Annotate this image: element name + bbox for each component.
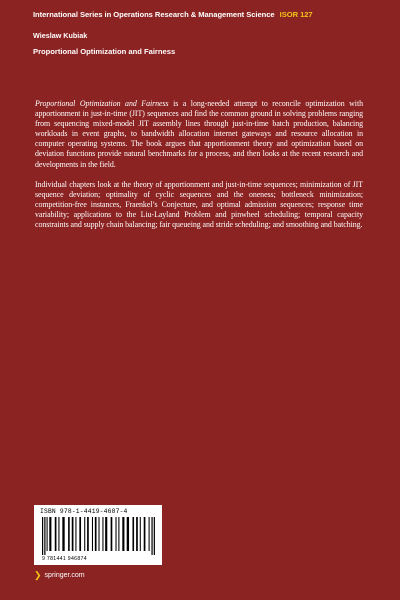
barcode-bar — [42, 517, 43, 555]
barcode-bar — [92, 517, 93, 551]
barcode-bar — [151, 517, 152, 555]
description-text-1: is a long-needed attempt to reconcile optimization with apportionment in just-in-time (JIT) sequences and find the common ground in solving problems ranging from sequencing mixed-model JIT assembly lines through just-in-time batch production, balancing workloads in event graphs, to bandwidth allocation internet gateways and resource allocation in computer operating systems. The book argues that apportionment theory and optimization based on deviation functions provide natural benchmarks for a process, and then looks at the recent research and developments in the field. — [35, 99, 363, 169]
publisher-link[interactable] — [34, 572, 85, 579]
barcode-bar — [149, 517, 150, 551]
barcode-bar — [98, 517, 99, 551]
series-number: ISOR 127 — [279, 10, 313, 19]
description — [35, 99, 363, 240]
barcode-bar — [154, 517, 155, 555]
barcode-bar — [144, 517, 146, 551]
barcode-image — [42, 517, 156, 555]
barcode-bar — [118, 517, 119, 551]
barcode-bar — [79, 517, 81, 551]
series-name: International Series in Operations Research & Management Science — [33, 10, 275, 19]
barcode-bar — [132, 517, 134, 551]
book-title: Proportional Optimization and Fairness — [33, 47, 176, 56]
description-paragraph-1 — [35, 99, 363, 170]
barcode-bar — [87, 517, 89, 551]
barcode-bar — [84, 517, 85, 551]
barcode-bar — [122, 517, 124, 551]
barcode-bar — [102, 517, 103, 551]
barcode-bar — [72, 517, 74, 551]
barcode-bar — [111, 517, 113, 551]
publisher-site: springer.com — [44, 572, 85, 579]
description-paragraph-2: Individual chapters look at the theory of apportionment and just-in-time sequences; minimization of JIT sequence deviation; optimality of cyclic sequences and the oneness; bottleneck minimization; competition-free instances, Fraenkel’s Conjecture, and optimal admission sequences; response time variability; applications to the Liu-Layland Problem and pinwheel scheduling; temporal capacity constraints and supply chain balancing; fair queueing and stride scheduling; and smoothing and batching. — [35, 179, 363, 230]
barcode-bar — [75, 517, 76, 551]
barcode-number: 9 781441 946874 — [42, 556, 87, 562]
barcode-bar — [55, 517, 57, 551]
chevron-right-icon: ❯ — [34, 570, 42, 580]
barcode-bar — [68, 517, 70, 551]
barcode-box — [34, 505, 162, 565]
author-name: Wieslaw Kubiak — [33, 31, 88, 40]
barcode-bar — [58, 517, 59, 551]
barcode-bar — [140, 517, 141, 551]
barcode-bar — [105, 517, 107, 551]
barcode-bar — [115, 517, 116, 551]
barcode-bar — [62, 517, 64, 551]
barcode-bar — [47, 517, 48, 551]
isbn-text: ISBN 978-1-4419-4687-4 — [40, 508, 128, 515]
barcode-bar — [44, 517, 45, 555]
series-line — [33, 10, 373, 19]
barcode-bar — [127, 517, 129, 551]
barcode-bar — [95, 517, 97, 551]
cover-header — [33, 10, 373, 56]
barcode-bar — [136, 517, 138, 551]
barcode-bar — [49, 517, 51, 551]
description-title-ref: Proportional Optimization and Fairness — [35, 99, 169, 108]
